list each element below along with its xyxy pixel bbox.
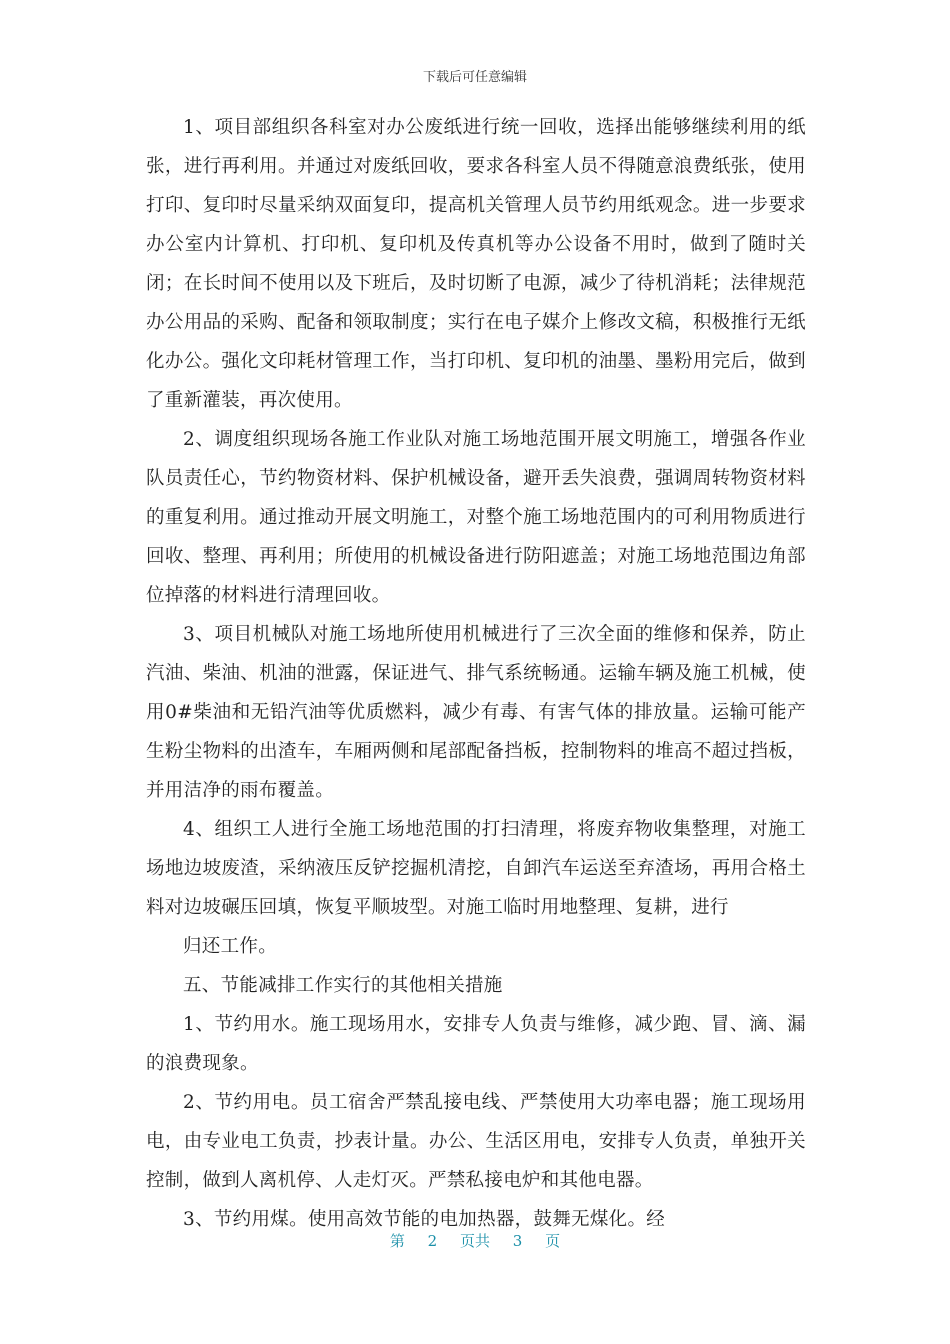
footer-prefix: 第 xyxy=(389,1232,405,1250)
paragraph-4-continued: 归还工作。 xyxy=(183,936,278,957)
paragraph-4: 4、组织工人进行全施工场地范围的打扫清理，将废弃物收集整理，对施工场地边坡废渣，采纳液压反铲挖掘机清挖，自卸汽车运送至弃渣场，再用合格土料对边坡碾压回填，恢复平顺坡型。对施工临时用地整理、复耕，进行 xyxy=(146,819,806,918)
page-footer xyxy=(0,1230,950,1251)
page-header: 下载后可任意编辑 xyxy=(422,70,527,85)
document-body xyxy=(146,108,806,1239)
footer-total-pages: 3 xyxy=(512,1232,523,1250)
paragraph-2: 2、调度组织现场各施工作业队对施工场地范围开展文明施工，增强各作业队员责任心，节约物资材料、保护机械设备，避开丢失浪费，强调周转物资材料的重复利用。通过推动开展文明施工，对整个施工场地范围内的可利用物质进行回收、整理、再利用；所使用的机械设备进行防阳遮盖；对施工场地范围边角部位掉落的材料进行清理回收。 xyxy=(146,429,806,606)
paragraph-1: 1、项目部组织各科室对办公废纸进行统一回收，选择出能够继续利用的纸张，进行再利用。并通过对废纸回收，要求各科室人员不得随意浪费纸张，使用打印、复印时尽量采纳双面复印，提高机关管理人员节约用纸观念。进一步要求办公室内计算机、打印机、复印机及传真机等办公设备不用时，做到了随时关闭；在长时间不使用以及下班后，及时切断了电源，减少了待机消耗；法律规范办公用品的采购、配备和领取制度；实行在电子媒介上修改文稿，积极推行无纸化办公。强化文印耗材管理工作，当打印机、复印机的油墨、墨粉用完后，做到了重新灌装，再次使用。 xyxy=(146,117,806,411)
footer-page-number: 2 xyxy=(427,1232,438,1250)
paragraph-coal: 3、节约用煤。使用高效节能的电加热器，鼓舞无煤化。经 xyxy=(183,1209,666,1230)
paragraph-water: 1、节约用水。施工现场用水，安排专人负责与维修，减少跑、冒、滴、漏的浪费现象。 xyxy=(146,1014,806,1074)
section-heading: 五、节能减排工作实行的其他相关措施 xyxy=(183,975,503,996)
footer-middle: 页共 xyxy=(459,1232,490,1250)
paragraph-electricity: 2、节约用电。员工宿舍严禁乱接电线、严禁使用大功率电器；施工现场用电，由专业电工负责，抄表计量。办公、生活区用电，安排专人负责，单独开关控制，做到人离机停、人走灯灭。严禁私接电炉和其他电器。 xyxy=(146,1092,806,1191)
footer-suffix: 页 xyxy=(545,1232,561,1250)
paragraph-3: 3、项目机械队对施工场地所使用机械进行了三次全面的维修和保养，防止汽油、柴油、机油的泄露，保证进气、排气系统畅通。运输车辆及施工机械，使用0#柴油和无铅汽油等优质燃料，减少有毒、有害气体的排放量。运输可能产生粉尘物料的出渣车，车厢两侧和尾部配备挡板，控制物料的堆高不超过挡板，并用洁净的雨布覆盖。 xyxy=(146,624,806,801)
